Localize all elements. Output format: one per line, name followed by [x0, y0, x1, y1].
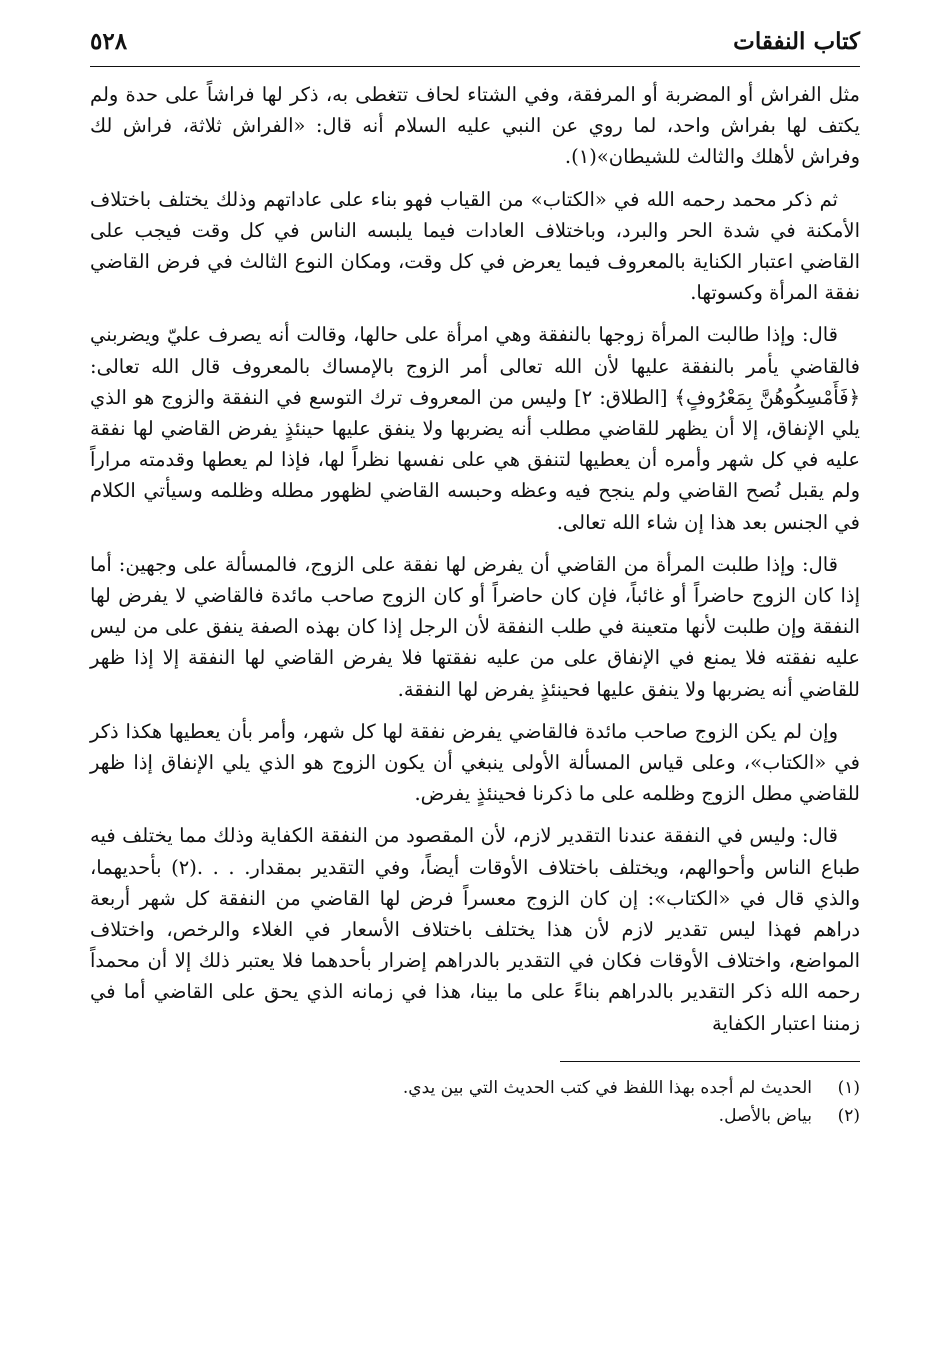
running-head	[90, 28, 860, 66]
paragraph: مثل الفراش أو المضربة أو المرفقة، وفي الشتاء لحاف تتغطى به، ذكر لها فراشاً على حدة ولم يكتف لها بفراش واحد، لما روي عن النبي عليه السلام أنه قال: «الفراش ثلاثة، فراش لك وفراش لأهلك والثالث للشيطان»(١).	[90, 83, 860, 169]
paragraph: ثم ذكر محمد رحمه الله في «الكتاب» من القياب فهو بناء على عاداتهم وذلك يختلف باختلاف الأمكنة في شدة الحر والبرد، وباختلاف العادات فيما يلبسه الناس في كل وقت فيجب على القاضي اعتبار الكناية بالمعروف فيما يعرض في كل وقت، ومكان النوع الثالث في فرض القاضي نفقة المرأة وكسوتها.	[90, 187, 860, 305]
footnote-rule	[560, 1061, 860, 1062]
header-rule	[90, 66, 860, 67]
paragraph: وإن لم يكن الزوج صاحب مائدة فالقاضي يفرض نفقة لها كل شهر، وأمر بأن يعطيها هكذا ذكر في «الكتاب»، وعلى قياس المسألة الأولى ينبغي أن يكون الزوج هو الذي يلي الإنفاق إذا ظهر للقاضي مطل الزوج وظلمه على ما ذكرنا فحينئذٍ يفرض.	[90, 719, 860, 806]
footnote-text: بياض بالأصل.	[718, 1105, 812, 1126]
paragraph: قال: وليس في النفقة عندنا التقدير لازم، لأن المقصود من النفقة الكفاية وذلك مما يختلف فيه طباع الناس وأحوالهم، ويختلف باختلاف الأوقات أيضاً، وفي التقدير بمقدار. . . .(٢) بأحديهما، والذي قال في «الكتاب»: إن كان الزوج معسراً فرض لها القاضي من النفقة كل شهر أربعة دراهم فهذا ليس تقدير لازم لأن هذا يختلف باختلاف الأسعار في الغلاء والرخص، واختلاف المواضع، واختلاف الأوقات فكان في التقدير بالدراهم إضرار بأحدهما فلا يعتبر ذلك إلا أن محمداً رحمه الله ذكر التقدير بالدراهم بناءً على ما بينا، هذا في زمانه الذي يحق على القاضي أما في زمننا اعتبار الكفاية	[90, 824, 861, 1035]
body-text	[90, 79, 860, 1039]
paragraph: قال: وإذا طالبت المرأة زوجها بالنفقة وهي امرأة على حالها، وقالت أنه يصرف عليّ ويضربني فالقاضي يأمر بالنفقة عليها لأن الله تعالى أمر الزوج بالإمساك بالمعروف قال الله تعالى: ﴿فَأَمْسِكُوهُنَّ بِمَعْرُوفٍ﴾ [الطلاق: ٢] وليس من المعروف ترك التوسع في النفقة والزوج هو الذي يلي الإنفاق، إلا أن يظهر للقاضي مطلب أنه يضربها ولا ينفق عليها حينئذٍ يفرض القاضي لها نفقة عليه في كل شهر وأمره أن يعطيها لتنفق هي على نفسها نظراً لها، فإذا لم يعطها وقدمته مراراً ولم يقبل نُصح القاضي ولم ينجح فيه وعظه وحبسه القاضي لظهور مطله وظلمه وسيأتي الكلام في الجنس بعد هذا إن شاء الله تعالى.	[90, 323, 860, 534]
book-page	[90, 28, 860, 1348]
footnote-number: (١)	[837, 1077, 860, 1098]
footnote	[90, 1102, 860, 1130]
page-number: ٥٢٨	[90, 28, 128, 55]
book-title: كتاب النفقات	[733, 28, 860, 55]
footnote	[90, 1074, 860, 1102]
footnote-text: الحديث لم أجده بهذا اللفظ في كتب الحديث التي بين يدي.	[402, 1077, 812, 1098]
footnote-number: (٢)	[837, 1105, 860, 1126]
footnotes	[90, 1074, 860, 1130]
paragraph: قال: وإذا طلبت المرأة من القاضي أن يفرض لها نفقة على الزوج، فالمسألة على وجهين: أما إذا كان الزوج حاضراً أو غائباً، فإن كان حاضراً أو كان الزوج صاحب مائدة فالقاضي لا يفرض لها النفقة وإن طلبت لأنها متعينة في طلب النفقة لأن الرجل إذا كان بهذه الصفة ينفق على من ليس عليه نفقته فلا يمنع في الإنفاق على من عليه نفقتها فلا يفرض القاضي لها النفقة إلا إذا ظهر للقاضي أنه يضربها ولا ينفق عليها فحينئذٍ يفرض لها النفقة.	[90, 552, 860, 701]
